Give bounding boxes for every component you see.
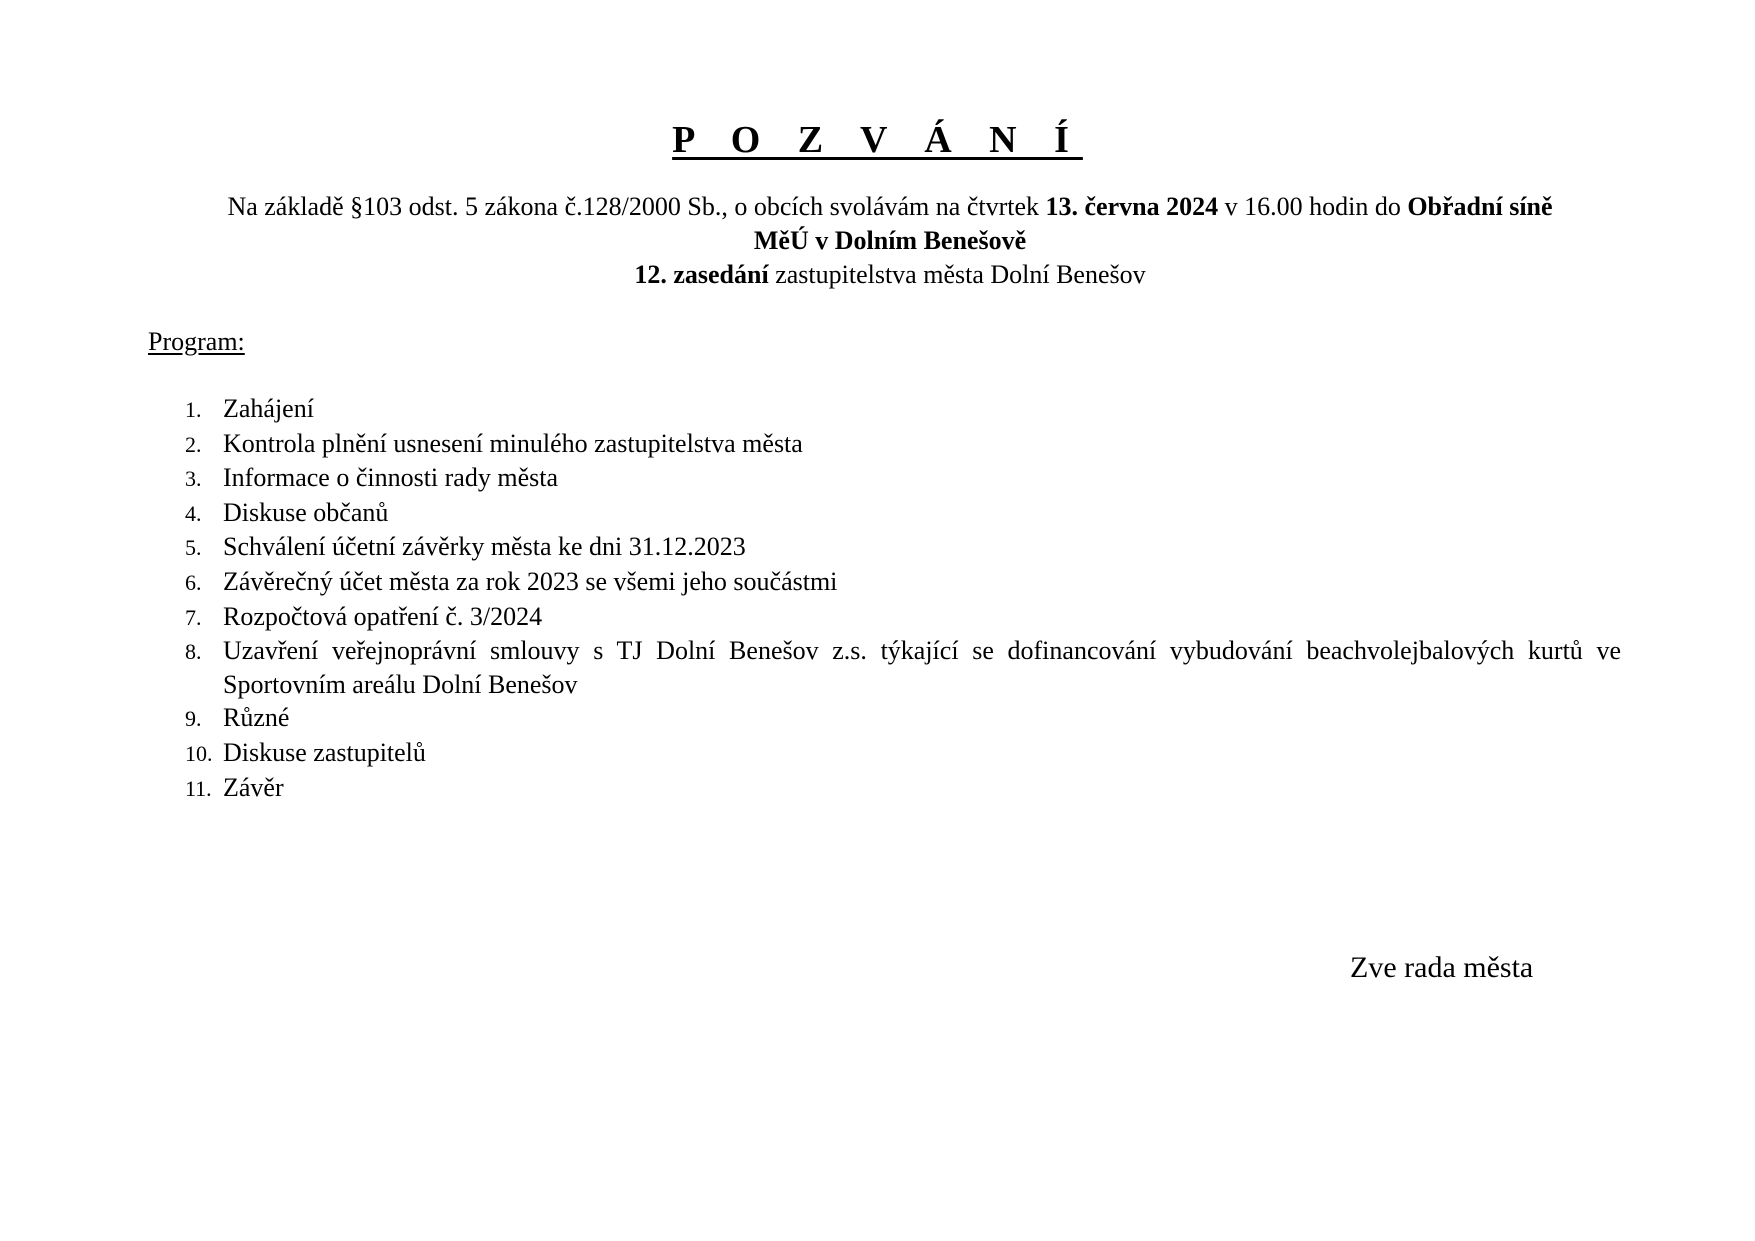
intro-line-1 (140, 190, 1640, 224)
agenda-item-text: Rozpočtová opatření č. 3/2024 (223, 601, 543, 631)
intro-paragraph (140, 190, 1640, 292)
agenda-item (185, 634, 1621, 701)
agenda-item (185, 496, 1621, 531)
agenda-item-text: Závěrečný účet města za rok 2023 se všemi jeho součástmi (223, 566, 838, 596)
intro-line-3 (140, 258, 1640, 292)
intro-line-2 (140, 224, 1640, 258)
agenda-item (185, 461, 1621, 496)
agenda-item-number: 7. (185, 604, 202, 630)
agenda-item-number: 11. (185, 775, 212, 801)
agenda-item (185, 701, 1621, 736)
agenda-item-text: Diskuse zastupitelů (223, 737, 426, 767)
agenda-item-number: 9. (185, 706, 202, 732)
agenda-item (185, 392, 1621, 427)
agenda-item-number: 8. (185, 639, 202, 665)
program-label: Program: (148, 327, 245, 356)
agenda-item-text: Zahájení (223, 394, 314, 423)
title-text: P O Z V Á N Í (672, 119, 1083, 161)
intro-text-1: Na základě §103 odst. 5 zákona č.128/2000 Sb., o obcích svolávám na čtvrtek (227, 192, 1046, 221)
meeting-description: zastupitelstva města Dolní Benešov (768, 260, 1146, 289)
signature: Zve rada města (1350, 951, 1534, 984)
agenda-item (185, 530, 1621, 565)
agenda-item (185, 565, 1621, 600)
agenda-item-text: Schválení účetní závěrky města ke dni 31.12.2023 (223, 532, 746, 562)
agenda-item (185, 736, 1621, 771)
agenda-item-text: Závěr (223, 772, 284, 802)
agenda-item-text: Informace o činnosti rady města (223, 463, 558, 493)
meeting-place-2: MěÚ v Dolním Benešově (753, 226, 1027, 255)
agenda-item-number: 10. (185, 740, 213, 766)
meeting-number: 12. zasedání (634, 260, 769, 289)
agenda-item-number: 5. (185, 535, 202, 561)
meeting-date: 13. června 2024 (1045, 192, 1219, 221)
agenda-item-text: Různé (223, 703, 290, 733)
agenda-item-text: Kontrola plnění usnesení minulého zastupitelstva města (223, 428, 803, 458)
agenda-item (185, 600, 1621, 635)
agenda-item-number: 3. (185, 466, 202, 492)
agenda-list (185, 392, 1621, 805)
agenda-item-number: 4. (185, 500, 202, 526)
agenda-item-text: Uzavření veřejnoprávní smlouvy s TJ Dolní Benešov z.s. týkající se dofinancování vybudování beachvolejbalových kurtů ve Sportovním areálu Dolní Benešov (223, 636, 1621, 699)
agenda-item (185, 771, 1621, 806)
agenda-item-number: 1. (185, 397, 202, 422)
document-title (0, 118, 1755, 162)
agenda-item-number: 6. (185, 569, 202, 595)
intro-text-2: v 16.00 hodin do (1218, 192, 1408, 221)
agenda-item-text: Diskuse občanů (223, 497, 389, 527)
agenda-item (185, 427, 1621, 462)
agenda-item-number: 2. (185, 431, 202, 457)
meeting-place-1: Obřadní síně (1407, 192, 1553, 221)
